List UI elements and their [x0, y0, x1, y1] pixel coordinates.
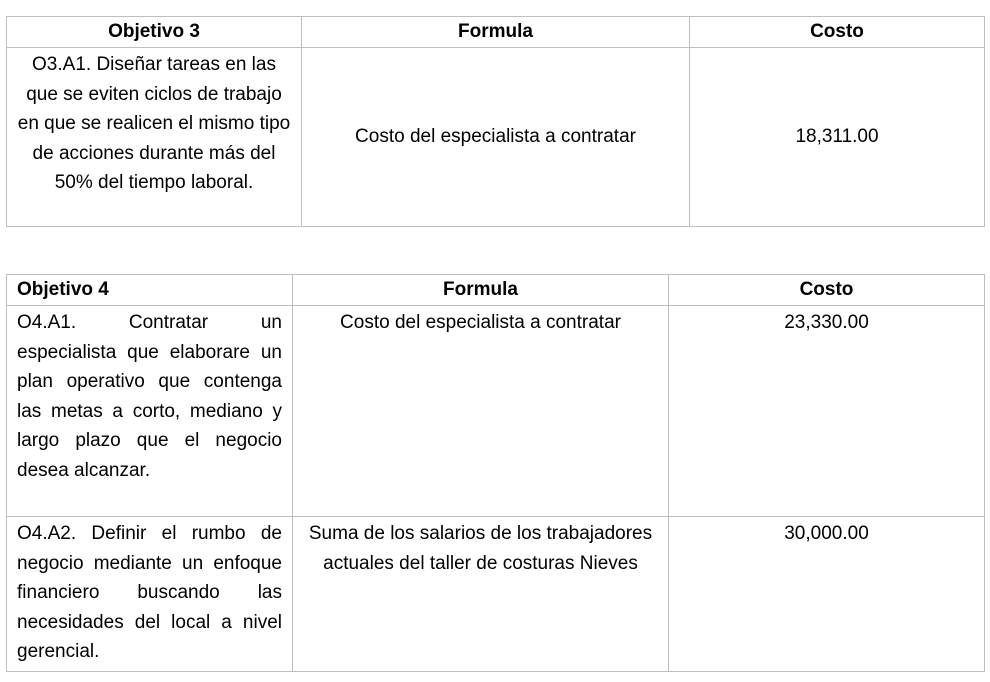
costo-cell: 23,330.00 [669, 306, 985, 517]
header-costo: Costo [669, 275, 985, 306]
formula-cell: Costo del especialista a contratar [302, 48, 690, 227]
header-objetivo: Objetivo 3 [7, 17, 302, 48]
costo-cell: 30,000.00 [669, 517, 985, 672]
table-header-row [7, 17, 985, 48]
objetivo-3-table [6, 16, 985, 227]
header-formula: Formula [302, 17, 690, 48]
objetivo-4-table [6, 274, 985, 672]
costo-cell: 18,311.00 [690, 48, 985, 227]
table-row [7, 306, 985, 517]
objetivo-description: O4.A1. Contratar un especialista que elaborare un plan operativo que contenga las metas a corto, mediano y largo plazo que el negocio desea alcanzar. [7, 306, 293, 517]
formula-cell: Costo del especialista a contratar [293, 306, 669, 517]
table-row [7, 517, 985, 672]
header-objetivo: Objetivo 4 [7, 275, 293, 306]
header-costo: Costo [690, 17, 985, 48]
table-row [7, 48, 985, 227]
objetivo-description: O3.A1. Diseñar tareas en las que se eviten ciclos de trabajo en que se realicen el mismo tipo de acciones durante más del 50% del tiempo laboral. [7, 48, 302, 227]
formula-cell: Suma de los salarios de los trabajadores actuales del taller de costuras Nieves [293, 517, 669, 672]
table-header-row [7, 275, 985, 306]
objetivo-description: O4.A2. Definir el rumbo de negocio mediante un enfoque financiero buscando las necesidades del local a nivel gerencial. [7, 517, 293, 672]
header-formula: Formula [293, 275, 669, 306]
